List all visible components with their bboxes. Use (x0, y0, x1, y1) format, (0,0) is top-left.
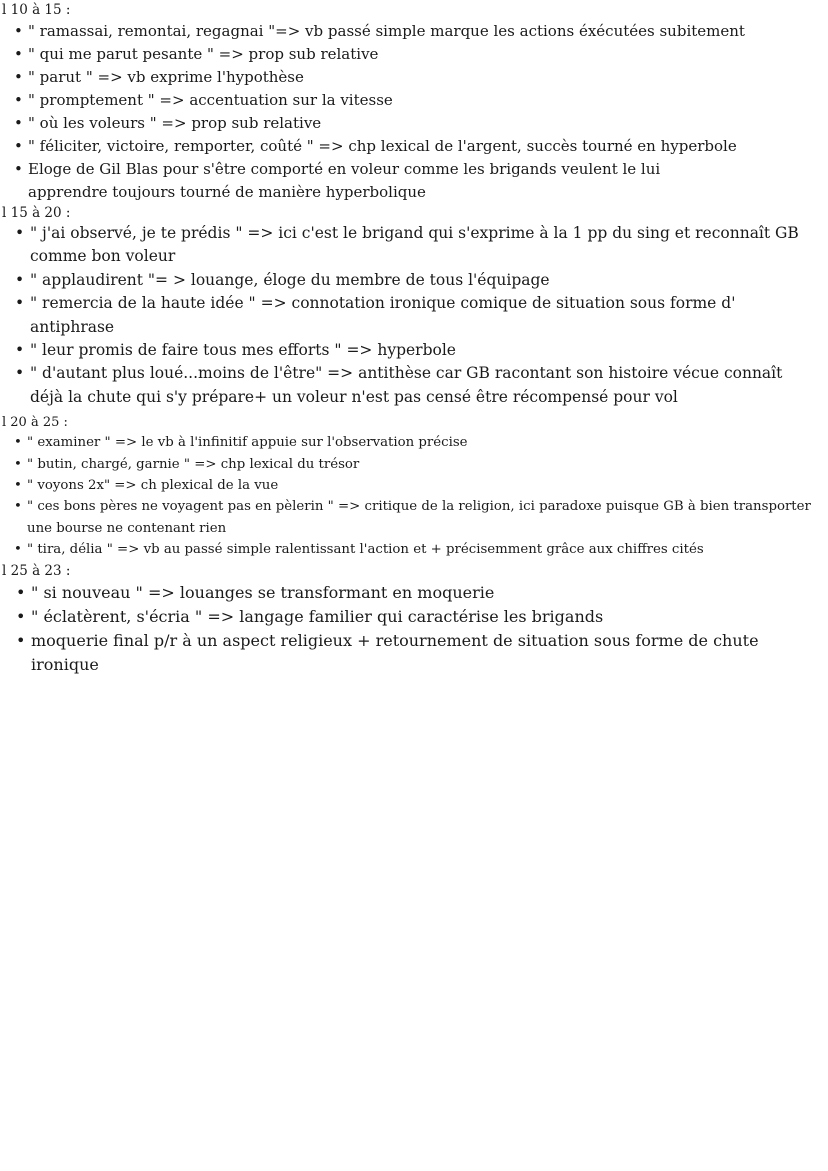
list-item (0, 112, 788, 135)
list-item-text: " tira, délia " => vb au passé simple ralentissant l'action et + précisemment grâce aux chiffres cités (27, 542, 704, 558)
list-item (0, 292, 810, 339)
bullet-icon: • (15, 294, 25, 313)
list-item-text: " si nouveau " => louanges se transformant en moquerie (31, 582, 495, 602)
list-item (0, 158, 728, 204)
list-item-text: " voyons 2x" => ch plexical de la vue (27, 478, 279, 494)
list-item (0, 496, 817, 539)
list-item (0, 539, 817, 560)
bullet-icon: • (14, 435, 22, 451)
section-lines-20-25 (0, 414, 828, 560)
list-item-text: " j'ai observé, je te prédis " => ici c'est le brigand qui s'exprime à la 1 pp du sing et reconnaît GB comme bon voleur (30, 224, 799, 266)
list-item-text: " d'autant plus loué...moins de l'être" => antithèse car GB racontant son histoire vécue connaît déjà la chute qui s'y prépare+ un voleur n'est pas censé être récompensé pour vol (30, 364, 783, 406)
list-item-text: " butin, chargé, garnie " => chp lexical du trésor (27, 456, 360, 472)
list-item (0, 89, 788, 112)
list-item (0, 362, 810, 409)
list-item (0, 432, 817, 453)
list-item-text: " leur promis de faire tous mes efforts " => hyperbole (30, 341, 456, 360)
list-item (0, 629, 821, 677)
bullet-list (0, 432, 828, 560)
bullet-icon: • (15, 270, 25, 289)
list-item (0, 475, 817, 496)
bullet-list (0, 222, 828, 409)
list-item-text: " ces bons pères ne voyagent pas en pèlerin " => critique de la religion, ici paradoxe puisque GB à bien transporter une bourse ne contenant rien (27, 499, 811, 536)
list-item-text: " éclatèrent, s'écria " => langage familier qui caractérise les brigands (31, 606, 604, 626)
bullet-icon: • (15, 341, 25, 360)
list-item (0, 581, 821, 605)
bullet-icon: • (14, 114, 23, 132)
bullet-list (0, 20, 828, 204)
section-heading: l 25 à 23 : (2, 562, 71, 579)
list-item (0, 339, 810, 362)
section-heading: l 15 à 20 : (2, 205, 71, 221)
section-lines-25-23 (0, 561, 828, 677)
bullet-icon: • (14, 68, 23, 86)
list-item-text: " parut " => vb exprime l'hypothèse (28, 68, 304, 86)
bullet-icon: • (14, 160, 23, 178)
bullet-icon: • (14, 542, 22, 558)
bullet-icon: • (14, 499, 22, 515)
list-item (0, 454, 817, 475)
bullet-icon: • (14, 22, 23, 40)
list-item (0, 66, 788, 89)
list-item-text: " où les voleurs " => prop sub relative (28, 114, 322, 132)
list-item (0, 20, 788, 43)
bullet-icon: • (14, 45, 23, 63)
bullet-icon: • (16, 606, 26, 626)
list-item-text: " qui me parut pesante " => prop sub relative (28, 45, 379, 63)
list-item-text: " applaudirent "= > louange, éloge du membre de tous l'équipage (30, 270, 550, 289)
section-lines-10-15 (0, 0, 828, 204)
bullet-list (0, 581, 828, 677)
list-item-text: " ramassai, remontai, regagnai "=> vb passé simple marque les actions éxécutées subitement (28, 22, 745, 40)
bullet-icon: • (16, 630, 26, 650)
bullet-icon: • (14, 91, 23, 109)
bullet-icon: • (14, 478, 22, 494)
section-heading: l 10 à 15 : (2, 2, 71, 18)
list-item-text: moquerie final p/r à un aspect religieux + retournement de situation sous forme de chute ironique (31, 630, 759, 674)
list-item (0, 135, 788, 158)
list-item (0, 222, 810, 269)
list-item-text: " examiner " => le vb à l'infinitif appuie sur l'observation précise (27, 435, 468, 451)
section-lines-15-20 (0, 204, 828, 409)
bullet-icon: • (14, 137, 23, 155)
bullet-icon: • (15, 224, 25, 242)
bullet-icon: • (16, 582, 26, 602)
list-item (0, 269, 810, 292)
bullet-icon: • (15, 364, 25, 383)
list-item-text: " promptement " => accentuation sur la vitesse (28, 91, 393, 109)
bullet-icon: • (14, 456, 22, 472)
list-item (0, 43, 788, 66)
list-item-text: " remercia de la haute idée " => connotation ironique comique de situation sous forme d' antiphrase (30, 294, 736, 336)
list-item-text: " féliciter, victoire, remporter, coûté " => chp lexical de l'argent, succès tourné en hyperbole (28, 137, 737, 155)
list-item (0, 605, 821, 629)
section-heading: l 20 à 25 : (2, 415, 68, 431)
list-item-text: Eloge de Gil Blas pour s'être comporté en voleur comme les brigands veulent le lui apprendre toujours tourné de manière hyperbolique (28, 160, 661, 201)
